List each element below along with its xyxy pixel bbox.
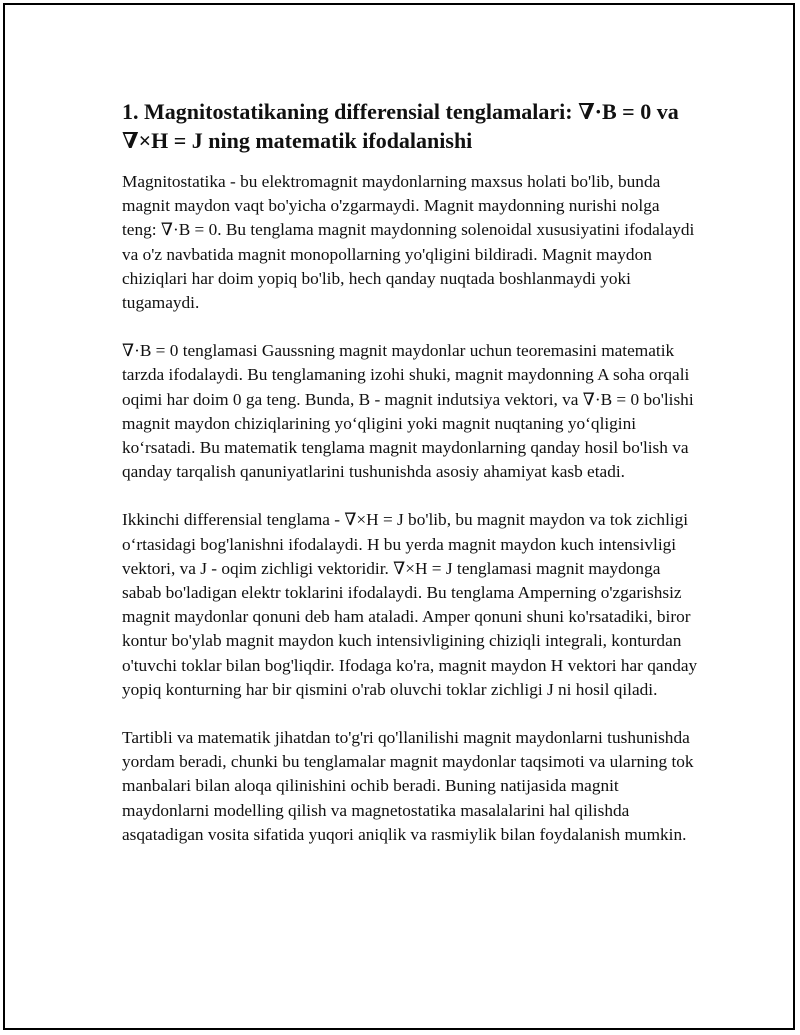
document-title: 1. Magnitostatikaning differensial tenglamalari: ∇·B = 0 va ∇×H = J ning matematik ifodalanishi: [122, 99, 679, 153]
paragraph-4: Tartibli va matematik jihatdan to'g'ri qo'llanilishi magnit maydonlarni tushunishda yordam beradi, chunki bu tenglamalar magnit maydonlar taqsimoti va ularning tok manbalari bilan aloqa qilinishini ochib beradi. Buning natijasida magnit maydonlarni modelling qilish va magnetostatika masalalarini hal qilishda asqatadigan vosita sifatida yuqori aniqlik va rasmiylik bilan foydalanish mumkin.: [122, 728, 694, 844]
paragraph-2: ∇·B = 0 tenglamasi Gaussning magnit maydonlar uchun teoremasini matematik tarzda ifodalaydi. Bu tenglamaning izohi shuki, magnit maydonning A soha orqali oqimi har doim 0 ga teng. Bunda, B - magnit indutsiya vektori, va ∇·B = 0 bo'lishi magnit maydon chiziqlarining yo‘qligini yoki magnit nuqtaning yo‘qligini ko‘rsatadi. Bu matematik tenglama magnit maydonlarning qanday hosil bo'lish va qanday tarqalish qanuniyatlarini tushunishda asosiy ahamiyat kasb etadi.: [122, 341, 694, 482]
page-frame: [3, 3, 795, 1030]
document-body: [122, 97, 698, 871]
paragraph-3: Ikkinchi differensial tenglama - ∇×H = J bo'lib, bu magnit maydon va tok zichligi o‘rtasidagi bog'lanishni ifodalaydi. H bu yerda magnit maydon kuch intensivligi vektori, va J - oqim zichligi vektoridir. ∇×H = J tenglamasi magnit maydonga sabab bo'ladigan elektr toklarini ifodalaydi. Bu tenglama Amperning o'zgarishsiz magnit maydonlar qonuni deb ham ataladi. Amper qonuni shuni ko'rsatadiki, biror kontur bo'ylab magnit maydon kuch intensivligining chiziqli integrali, konturdan o'tuvchi toklar bilan bog'liqdir. Ifodaga ko'ra, magnit maydon H vektori har qanday yopiq konturning har bir qismini o'rab oluvchi toklar zichligi J ni hosil qiladi.: [122, 510, 698, 699]
paragraph-1: Magnitostatika - bu elektromagnit maydonlarning maxsus holati bo'lib, bunda magnit maydon vaqt bo'yicha o'zgarmaydi. Magnit maydonning nurishi nolga teng: ∇·B = 0. Bu tenglama magnit maydonning solenoidal xususiyatini ifodalaydi va o'z navbatida magnit monopollarning yo'qligini bildiradi. Magnit maydon chiziqlari har doim yopiq bo'lib, hech qanday nuqtada boshlanmaydi yoki tugamaydi.: [122, 172, 695, 313]
